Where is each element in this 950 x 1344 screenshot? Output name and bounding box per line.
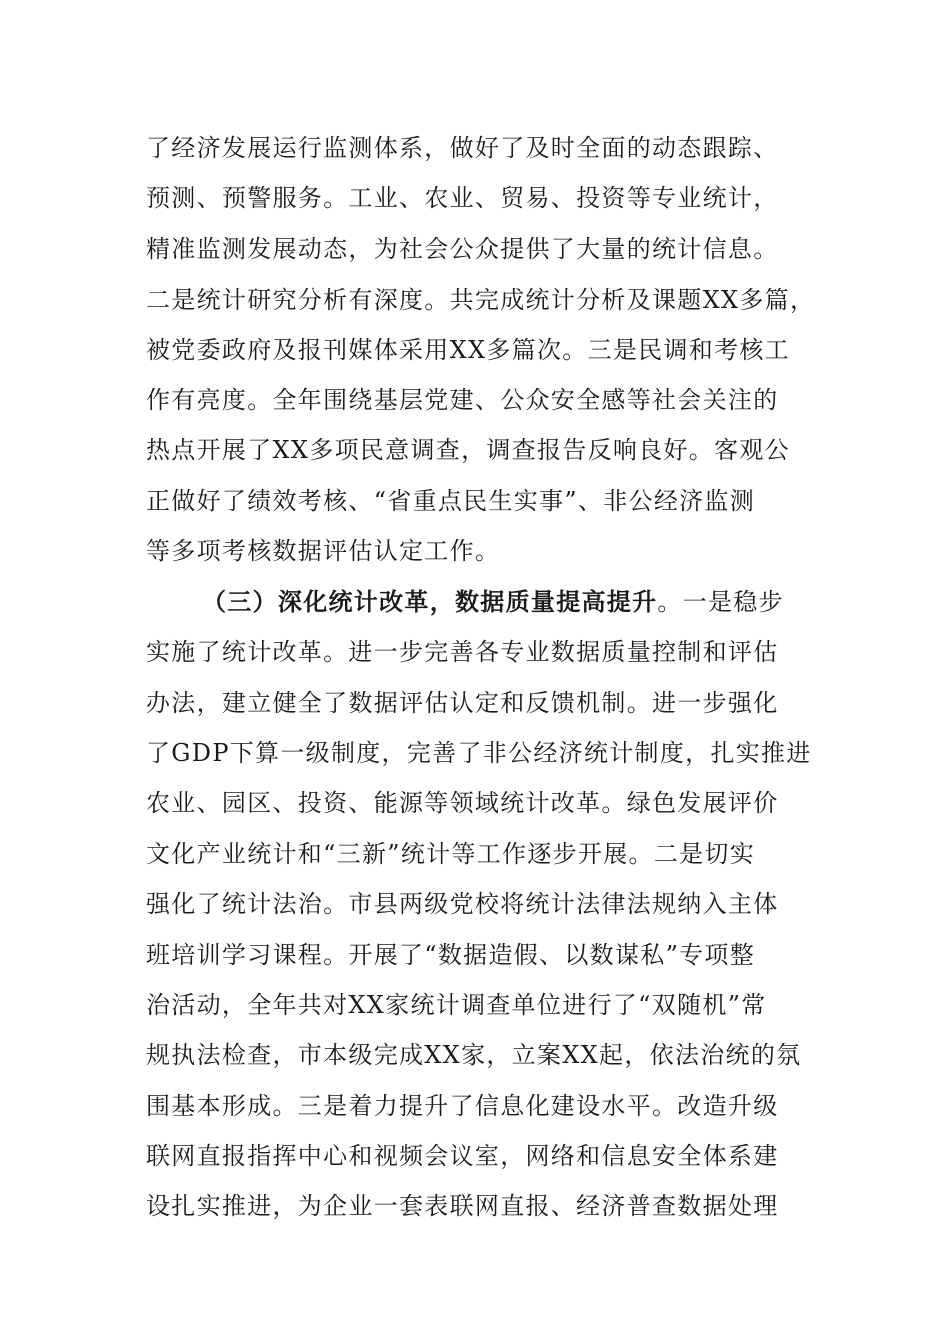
text-line: 等多项考核数据评估认定工作。 (146, 537, 501, 565)
text-line: 正做好了绩效考核、“省重点民生实事”、非公经济监测 (146, 487, 756, 515)
text-line: 规执法检查，市本级完成XX家，立案XX起，依法治统的氛 (146, 1041, 802, 1069)
text-line: 二是统计研究分析有深度。共完成统计分析及课题XX多篇， (146, 286, 816, 314)
text-line: 作有亮度。全年围绕基层党建、公众安全感等社会关注的 (146, 386, 779, 414)
section-heading-rest: 。一是稳步 (657, 588, 784, 616)
text-line: 农业、园区、投资、能源等领域统计改革。绿色发展评价 (146, 789, 779, 817)
text-line: 办法，建立健全了数据评估认定和反馈机制。进一步强化 (146, 689, 779, 717)
text-line: 被党委政府及报刊媒体采用XX多篇次。三是民调和考核工 (146, 336, 790, 364)
text-line: 围基本形成。三是着力提升了信息化建设水平。改造升级 (146, 1092, 779, 1120)
section-heading: （三）深化统计改革，数据质量提高提升 (202, 587, 658, 616)
text-line: 治活动，全年共对XX家统计调查单位进行了“双随机”常 (146, 991, 767, 1019)
text-line: 联网直报指挥中心和视频会议室，网络和信息安全体系建 (146, 1142, 779, 1170)
text-line: 设扎实推进，为企业一套表联网直报、经济普查数据处理 (146, 1192, 779, 1220)
text-line: 预测、预警服务。工业、农业、贸易、投资等专业统计， (146, 184, 779, 212)
text-line: 实施了统计改革。进一步完善各专业数据质量控制和评估 (146, 638, 779, 666)
text-line: 了GDP下算一级制度，完善了非公经济统计制度，扎实推进 (146, 739, 812, 767)
text-line: 了经济发展运行监测体系，做好了及时全面的动态跟踪、 (146, 134, 779, 162)
text-line: 班培训学习课程。开展了“数据造假、以数谋私”专项整 (146, 941, 756, 969)
section-heading-line (202, 582, 902, 622)
text-line: 文化产业统计和“三新”统计等工作逐步开展。二是切实 (146, 840, 756, 868)
text-line: 热点开展了XX多项民意调查，调查报告反响良好。客观公 (146, 436, 790, 464)
text-line: 精准监测发展动态，为社会公众提供了大量的统计信息。 (146, 235, 779, 263)
text-line: 强化了统计法治。市县两级党校将统计法律法规纳入主体 (146, 890, 779, 918)
